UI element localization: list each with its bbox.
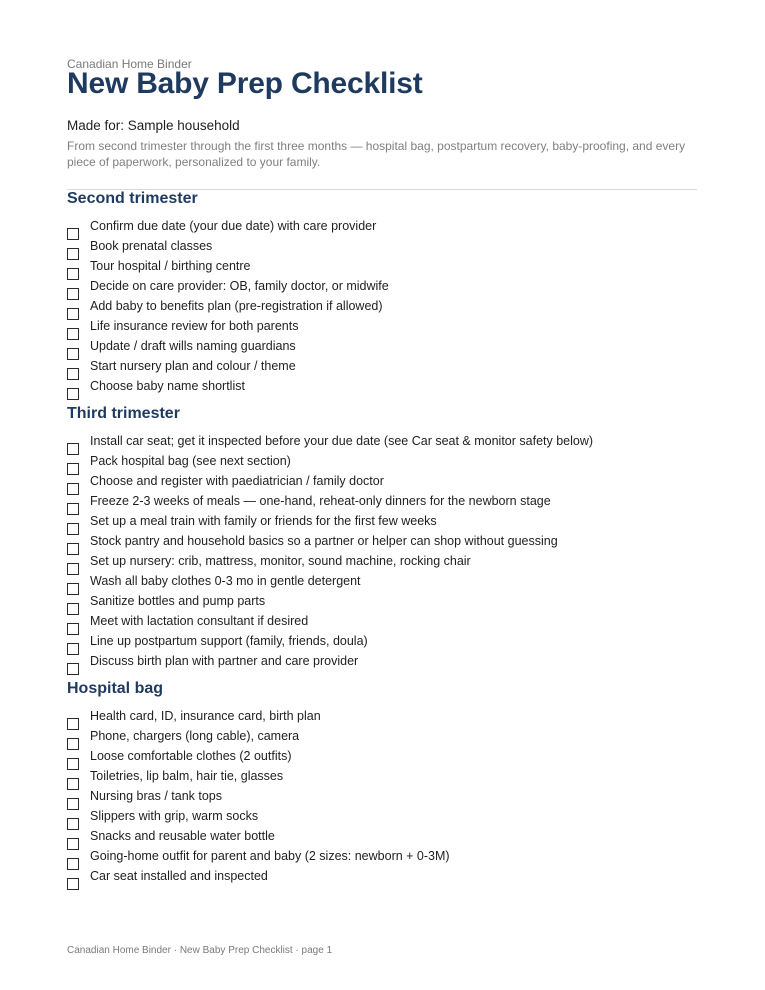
checklist-item-label: Line up postpartum support (family, friends, doula): [90, 634, 368, 648]
section-heading: Third trimester: [67, 405, 180, 422]
checklist-item-label: Slippers with grip, warm socks: [90, 809, 259, 823]
checklist-item-label: Start nursery plan and colour / theme: [90, 359, 296, 373]
checklist-item-label: Wash all baby clothes 0-3 mo in gentle detergent: [90, 574, 361, 588]
checklist-item-label: Snacks and reusable water bottle: [90, 829, 275, 843]
checklist-item: [67, 574, 707, 594]
checklist-item: [67, 709, 707, 729]
checklist-item: [67, 219, 707, 239]
checklist-item-label: Set up a meal train with family or friends for the first few weeks: [90, 514, 437, 528]
checklist-item-label: Freeze 2-3 weeks of meals — one-hand, reheat-only dinners for the newborn stage: [90, 494, 551, 508]
checklist-item: [67, 729, 707, 749]
checklist-item-label: Set up nursery: crib, mattress, monitor, sound machine, rocking chair: [90, 554, 471, 568]
checklist-item: [67, 869, 707, 889]
checklist-item: [67, 259, 707, 279]
checklist-item: [67, 769, 707, 789]
checklist-item-label: Install car seat; get it inspected before your due date (see Car seat & monitor safety below): [90, 434, 594, 448]
checklist-item-label: Book prenatal classes: [90, 239, 213, 253]
page-title: New Baby Prep Checklist: [67, 67, 423, 100]
checklist-item: [67, 654, 707, 674]
section-heading: Second trimester: [67, 190, 198, 207]
checkbox[interactable]: [67, 878, 79, 890]
checklist-item: [67, 339, 707, 359]
checklist-item-label: Stock pantry and household basics so a partner or helper can shop without guessing: [90, 534, 558, 548]
checklist-item: [67, 749, 707, 769]
checklist-item: [67, 829, 707, 849]
page-footer: Canadian Home Binder · New Baby Prep Checklist · page 1: [67, 945, 333, 956]
checklist-item: [67, 494, 707, 514]
checklist-item-label: Loose comfortable clothes (2 outfits): [90, 749, 292, 763]
checklist-item: [67, 614, 707, 634]
checkbox[interactable]: [67, 663, 79, 675]
checklist-item: [67, 359, 707, 379]
checklist-item: [67, 534, 707, 554]
checklist-item-label: Car seat installed and inspected: [90, 869, 268, 883]
checklist-item: [67, 594, 707, 614]
checklist-item-label: Toiletries, lip balm, hair tie, glasses: [90, 769, 284, 783]
made-for-label: Made for: Sample household: [67, 118, 240, 133]
checklist-item: [67, 454, 707, 474]
checklist-item-label: Choose baby name shortlist: [90, 379, 245, 393]
checklist-item-label: Life insurance review for both parents: [90, 319, 299, 333]
intro-text: From second trimester through the first three months — hospital bag, postpartum recovery, baby-proofing, and every piece of paperwork, personalized to your family.: [67, 139, 686, 169]
checklist-item: [67, 634, 707, 654]
checklist-item-label: Add baby to benefits plan (pre-registration if allowed): [90, 299, 383, 313]
checklist-item-label: Discuss birth plan with partner and care provider: [90, 654, 359, 668]
brand-label: Canadian Home Binder: [67, 57, 192, 71]
checklist-item-label: Decide on care provider: OB, family doctor, or midwife: [90, 279, 389, 293]
checklist-item-label: Choose and register with paediatrician / family doctor: [90, 474, 384, 488]
checklist-item: [67, 279, 707, 299]
checklist-item: [67, 319, 707, 339]
section-heading: Hospital bag: [67, 680, 164, 697]
checklist-item-label: Sanitize bottles and pump parts: [90, 594, 266, 608]
checklist-item-label: Update / draft wills naming guardians: [90, 339, 296, 353]
checklist-item-label: Nursing bras / tank tops: [90, 789, 223, 803]
checklist-item-label: Tour hospital / birthing centre: [90, 259, 251, 273]
checklist-item: [67, 299, 707, 319]
checklist-item-label: Pack hospital bag (see next section): [90, 454, 291, 468]
checklist-item: [67, 474, 707, 494]
checklist-item-label: Meet with lactation consultant if desired: [90, 614, 309, 628]
checklist-item-label: Phone, chargers (long cable), camera: [90, 729, 300, 743]
checklist-item: [67, 789, 707, 809]
checklist-item: [67, 239, 707, 259]
checkbox[interactable]: [67, 388, 79, 400]
checklist-item-label: Confirm due date (your due date) with care provider: [90, 219, 377, 233]
checklist-item: [67, 514, 707, 534]
checklist-item: [67, 434, 707, 454]
checklist-item: [67, 809, 707, 829]
checklist-item: [67, 849, 707, 869]
checklist-item-label: Going-home outfit for parent and baby (2 sizes: newborn + 0-3M): [90, 849, 450, 863]
checklist-item: [67, 554, 707, 574]
checklist-item-label: Health card, ID, insurance card, birth plan: [90, 709, 321, 723]
checklist-item: [67, 379, 707, 399]
